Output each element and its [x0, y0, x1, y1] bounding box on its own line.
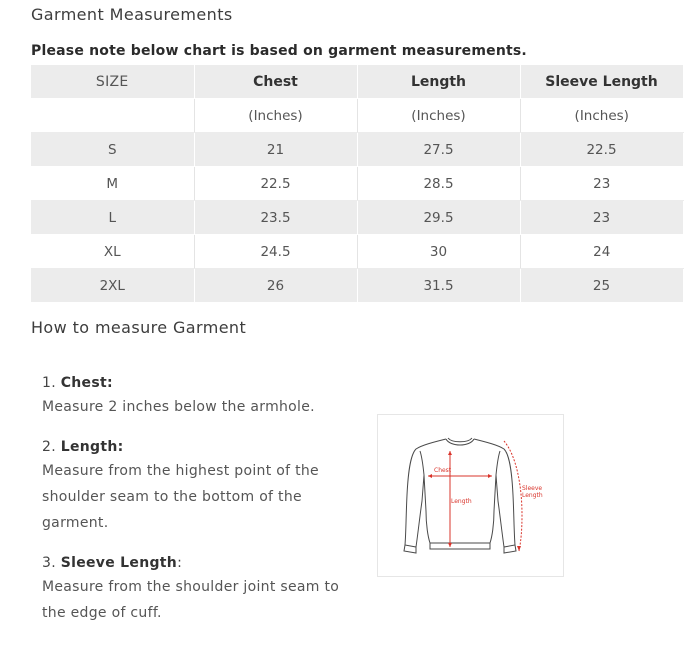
cell-sleeve-length: 23 — [520, 201, 683, 235]
step-description: Measure from the shoulder joint seam to the edge of cuff. — [42, 579, 340, 621]
cell-sleeve-length: 23 — [520, 167, 683, 201]
step-number: 3. — [42, 555, 61, 571]
chest-arrow-right-icon — [488, 474, 492, 478]
cell-sleeve-length: 22.5 — [520, 133, 683, 167]
cell-length: 31.5 — [357, 269, 520, 303]
chest-arrow-left-icon — [428, 474, 432, 478]
cell-chest: 21 — [194, 133, 357, 167]
cell-chest: 26 — [194, 269, 357, 303]
step-description: Measure 2 inches below the armhole. — [42, 399, 315, 415]
cell-chest: 23.5 — [194, 201, 357, 235]
cell-size: 2XL — [31, 269, 194, 303]
table-header-row — [31, 65, 683, 99]
table-row — [31, 167, 683, 201]
diagram-chest-label: Chest — [434, 467, 452, 474]
step-number: 1. — [42, 375, 61, 391]
header-length: Length — [357, 65, 520, 99]
step-length — [42, 436, 362, 536]
diagram-sleeve-label-1: Sleeve — [522, 485, 543, 492]
header-size: SIZE — [31, 65, 194, 99]
cell-sleeve-length: 24 — [520, 235, 683, 269]
step-chest — [42, 372, 362, 420]
diagram-sleeve-label-2: Length — [522, 492, 543, 499]
size-chart-table — [31, 65, 684, 303]
sweatshirt-measure-diagram — [377, 414, 564, 577]
table-row — [31, 269, 683, 303]
step-sleeve-length — [42, 552, 362, 626]
unit-length: (Inches) — [357, 99, 520, 133]
length-arrow-bottom-icon — [448, 543, 452, 547]
cell-size: XL — [31, 235, 194, 269]
sweatshirt-outline-icon — [404, 438, 516, 553]
cell-length: 30 — [357, 235, 520, 269]
diagram-length-label: Length — [451, 498, 472, 505]
cell-size: S — [31, 133, 194, 167]
cell-length: 29.5 — [357, 201, 520, 235]
unit-chest: (Inches) — [194, 99, 357, 133]
unit-size — [31, 99, 194, 133]
cell-length: 28.5 — [357, 167, 520, 201]
step-suffix: : — [177, 555, 183, 571]
cell-size: M — [31, 167, 194, 201]
table-row — [31, 133, 683, 167]
cell-chest: 24.5 — [194, 235, 357, 269]
step-name: Length: — [60, 439, 124, 455]
sleeve-arrow-icon — [517, 546, 521, 551]
step-name: Sleeve Length — [60, 555, 178, 571]
header-sleeve-length: Sleeve Length — [520, 65, 683, 99]
table-units-row — [31, 99, 683, 133]
cell-sleeve-length: 25 — [520, 269, 683, 303]
cell-chest: 22.5 — [194, 167, 357, 201]
length-arrow-top-icon — [448, 451, 452, 455]
cell-length: 27.5 — [357, 133, 520, 167]
page-title: Garment Measurements — [31, 5, 233, 24]
step-name: Chest: — [60, 375, 113, 391]
chart-note: Please note below chart is based on garment measurements. — [31, 43, 527, 59]
step-description: Measure from the highest point of the shoulder seam to the bottom of the garment. — [42, 463, 319, 531]
table-row — [31, 201, 683, 235]
measure-steps — [42, 372, 362, 642]
table-row — [31, 235, 683, 269]
step-number: 2. — [42, 439, 61, 455]
cell-size: L — [31, 201, 194, 235]
how-to-measure-title: How to measure Garment — [31, 318, 247, 337]
header-chest: Chest — [194, 65, 357, 99]
unit-sleeve-length: (Inches) — [520, 99, 683, 133]
